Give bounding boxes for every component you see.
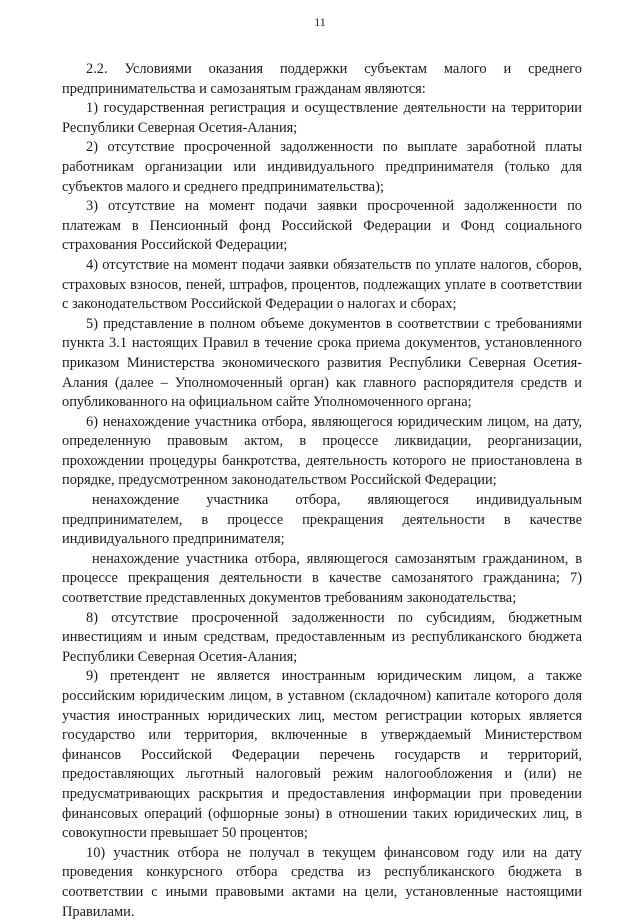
paragraph-condition-5: 5) представление в полном объеме документов в соответствии с требованиями пункта 3.1 настоящих Правил в течение срока приема документов, установленного приказом Министерства экономического развития Республики Северная Осетия-Алания (далее – Уполномоченный орган) как главного распорядителя средств и опубликованного на официальном сайте Уполномоченного органа;	[62, 315, 582, 411]
paragraph-condition-10: 10) участник отбора не получал в текущем финансовом году или на дату проведения конкурсного отбора средства из республиканского бюджета в соответствии с иными правовыми актами на цели, установленные настоящими Правилами.	[62, 844, 582, 920]
paragraph-condition-6-selfemployed-and-7: ненахождение участника отбора, являющегося самозанятым гражданином, в процессе прекращения деятельности в качестве самозанятого гражданина; 7) соответствие представленных документов требованиям законодательства;	[62, 550, 582, 607]
document-body	[62, 60, 582, 922]
paragraph-condition-6-entrepreneur: ненахождение участника отбора, являющегося индивидуальным предпринимателем, в процессе прекращения деятельности в качестве индивидуального предпринимателя;	[62, 492, 582, 548]
paragraph-condition-2: 2) отсутствие просроченной задолженности по выплате заработной платы работникам организации или индивидуального предпринимателя (только для субъектов малого и среднего предпринимательства);	[62, 139, 582, 195]
paragraph-condition-4: 4) отсутствие на момент подачи заявки обязательств по уплате налогов, сборов, страховых взносов, пеней, штрафов, процентов, подлежащих уплате в соответствии с законодательством Российской Федерации о налогах и сборах;	[62, 256, 582, 313]
paragraph-condition-6: 6) ненахождение участника отбора, являющегося юридическим лицом, на дату, определенную правовым актом, в процессе ликвидации, реорганизации, прохождении процедуры банкротства, деятельность которого не приостановлена в порядке, предусмотренном законодательством Российской Федерации;	[62, 413, 582, 489]
paragraph-2-2-intro: 2.2. Условиями оказания поддержки субъектам малого и среднего предпринимательства и самозанятым гражданам являются:	[62, 61, 582, 97]
paragraph-condition-8: 8) отсутствие просроченной задолженности по субсидиям, бюджетным инвестициям и иным средствам, предоставленным из республиканского бюджета Республики Северная Осетия-Алания;	[62, 609, 582, 665]
paragraph-condition-1: 1) государственная регистрация и осуществление деятельности на территории Республики Северная Осетия-Алания;	[62, 100, 582, 136]
page-number: 11	[314, 15, 326, 29]
paragraph-condition-3: 3) отсутствие на момент подачи заявки просроченной задолженности по платежам в Пенсионный фонд Российской Федерации и Фонд социального страхования Российской Федерации;	[62, 198, 582, 254]
paragraph-condition-9: 9) претендент не является иностранным юридическим лицом, а также российским юридическим лицом, в уставном (складочном) капитале которого доля участия иностранных юридических лиц, местом регистрации которых является государство или территория, включенные в утверждаемый Министерством финансов Российской Федерации перечень государств и территорий, предоставляющих льготный налоговый режим налогообложения и (или) не предусматривающих раскрытия и предоставления информации при проведении финансовых операций (офшорные зоны) в отношении таких юридических лиц, в совокупности превышает 50 процентов;	[62, 668, 582, 842]
